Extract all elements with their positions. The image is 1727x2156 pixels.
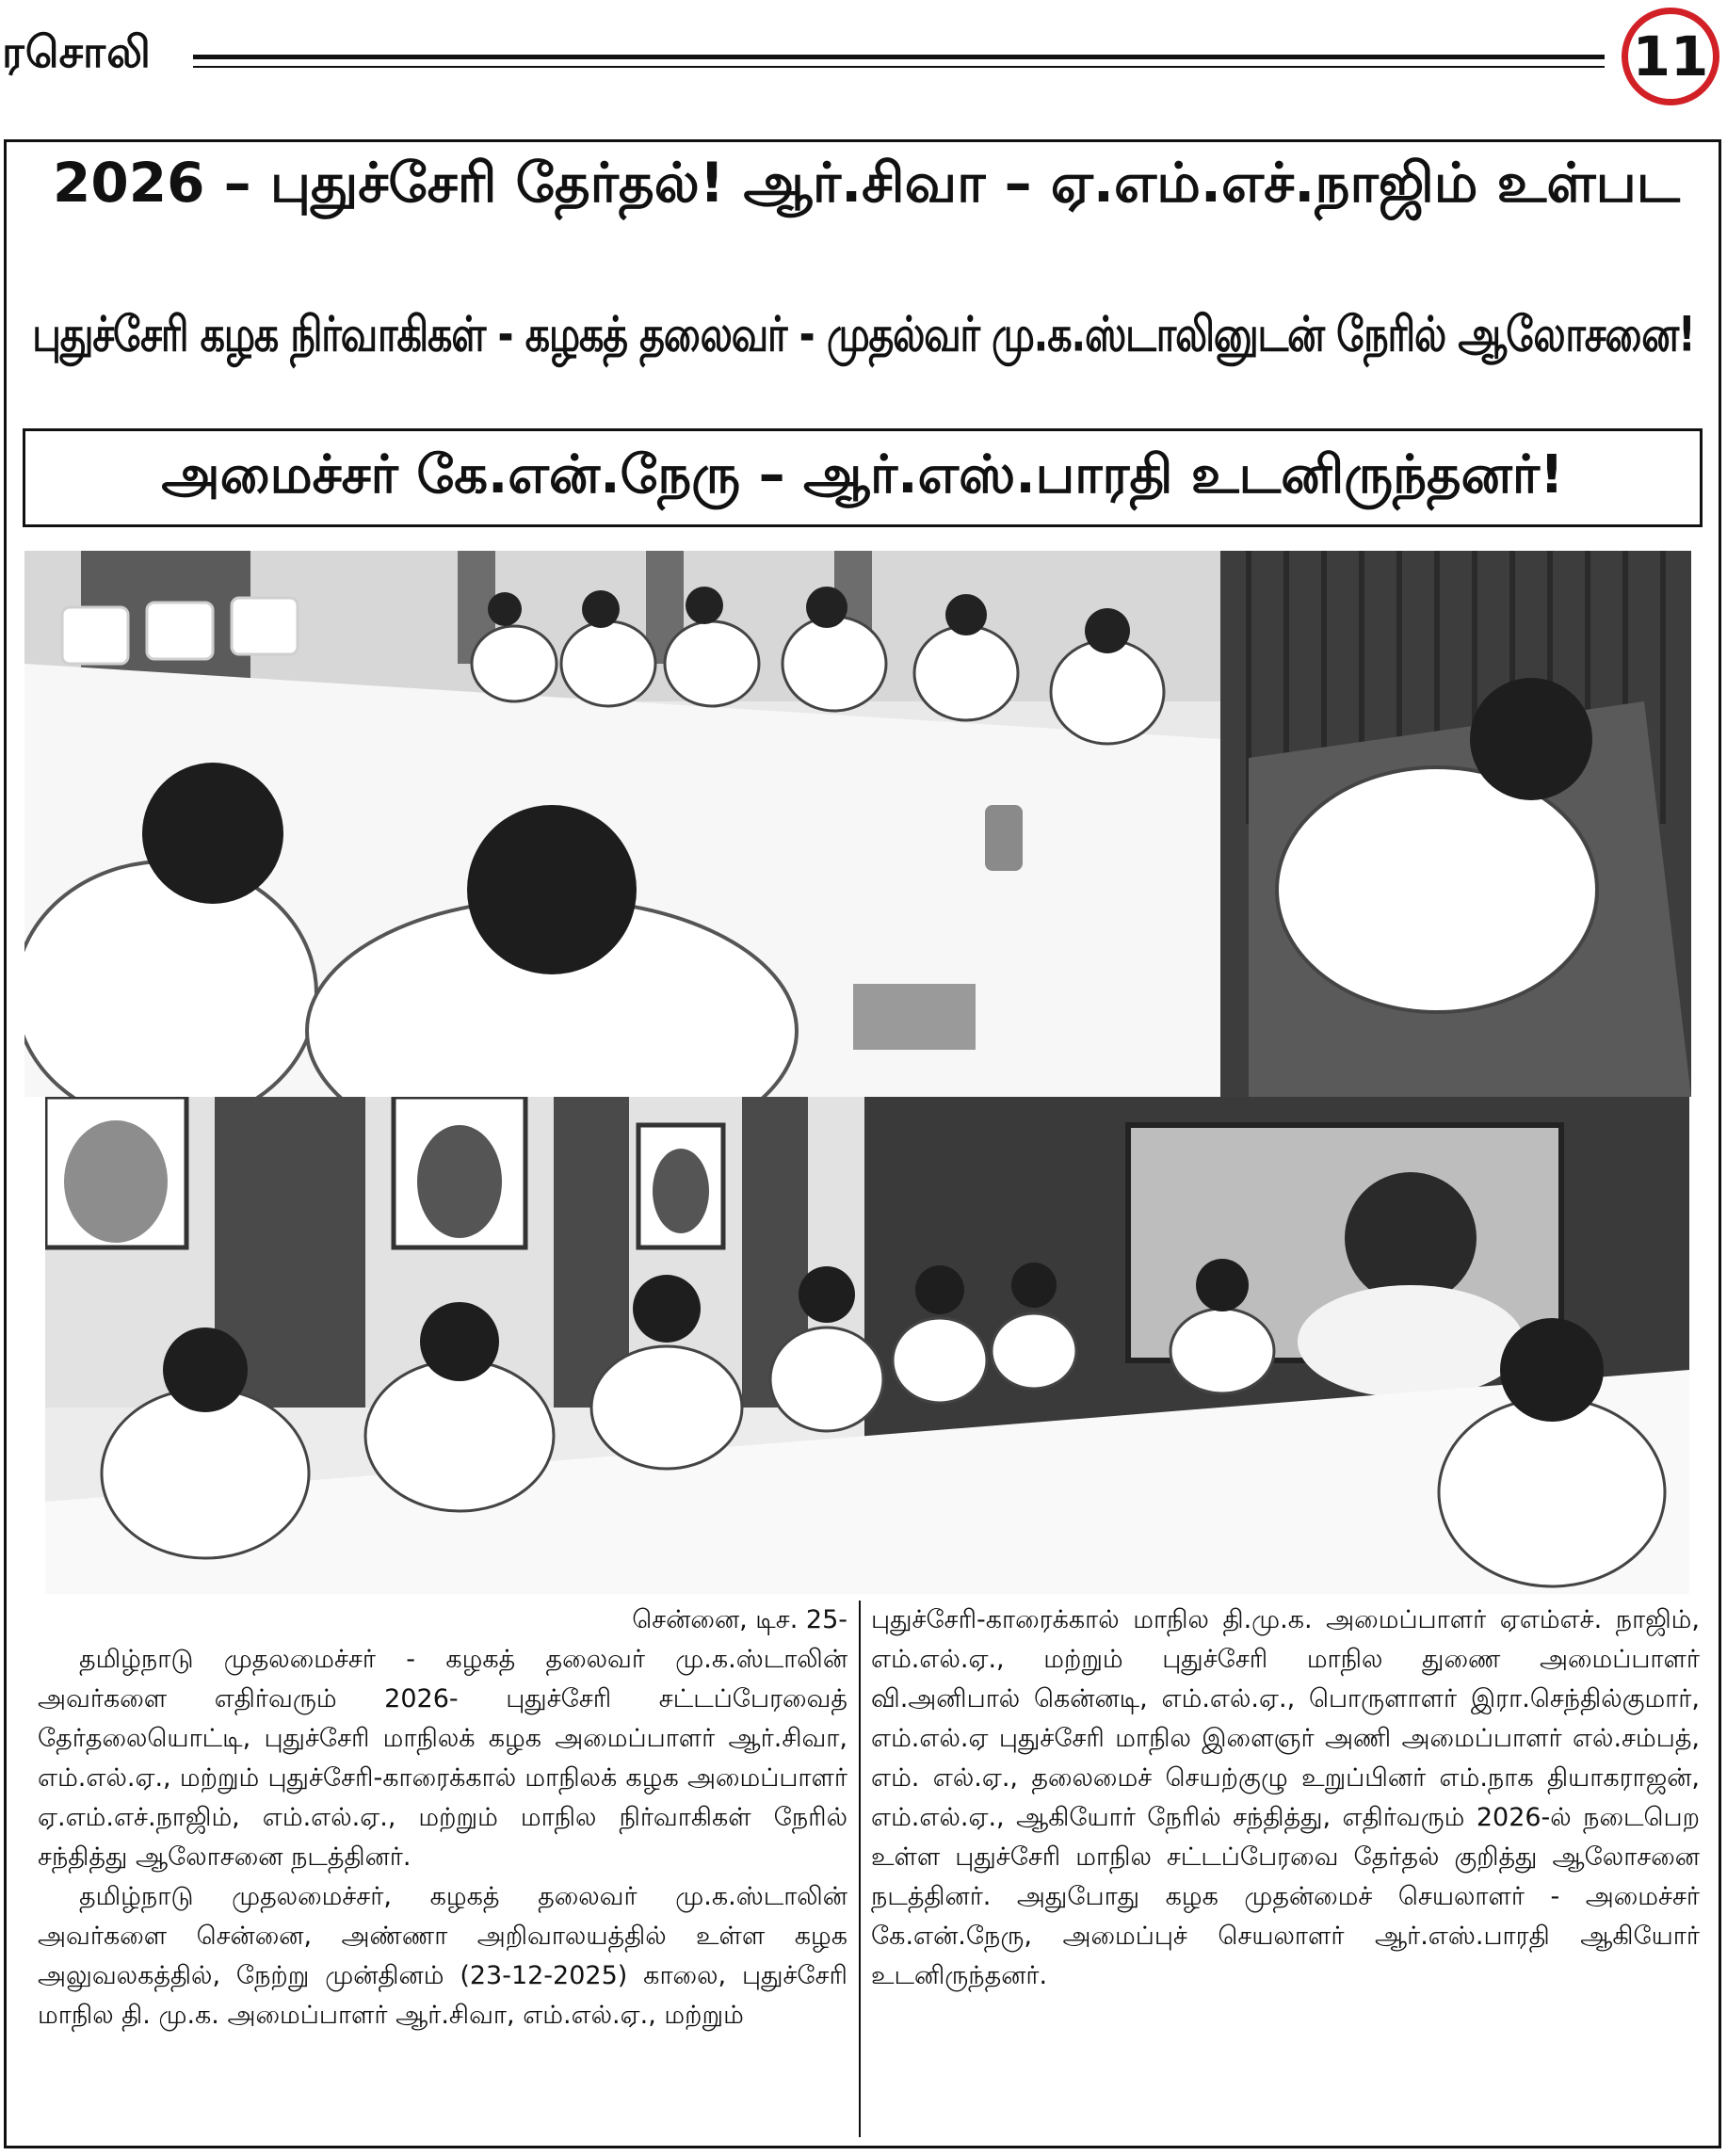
article-column-right (871, 1601, 1700, 1996)
article-paragraph: தமிழ்நாடு முதலமைச்சர், கழகத் தலைவர் மு.க.ஸ்டாலின் அவர்களை சென்னை, அண்ணா அறிவாலயத்தில் உள்ள கழக அலுவலகத்தில், நேற்று முன்தினம் (23-12-2025) காலை, புதுச்சேரி மாநில தி. மு.க. அமைப்பாளர் ஆர்.சிவா, எம்.எல்.ஏ., மற்றும் (38, 1882, 847, 2030)
article-paragraph: புதுச்சேரி-காரைக்கால் மாநில தி.மு.க. அமைப்பாளர் ஏஎம்எச். நாஜிம், எம்.எல்.ஏ., மற்றும் புதுச்சேரி மாநில துணை அமைப்பாளர் வி.அனிபால் கென்னடி, எம்.எல்.ஏ., பொருளாளர் இரா.செந்தில்குமார், எம்.எல்.ஏ புதுச்சேரி மாநில இளைஞர் அணி அமைப்பாளர் எல்.சம்பத், எம். எல்.ஏ., தலைமைச் செயற்குழு உறுப்பினர் எம்.நாக தியாகராஜன், எம்.எல்.ஏ., ஆகியோர் நேரில் சந்தித்து, எதிர்வரும் 2026-ல் நடைபெற உள்ள புதுச்சேரி மாநில சட்டப்பேரவை தேர்தல் குறித்து ஆலோசனை நடத்தினர். அதுபோது கழக முதன்மைச் செயலாளர் - அமைச்சர் கே.என்.நேரு, அமைப்புச் செயலாளர் ஆர்.எஸ்.பாரதி ஆகியோர் உடனிருந்தனர். (871, 1605, 1700, 1990)
article-column-left (38, 1601, 847, 2035)
meeting-photo-top (24, 551, 1691, 1097)
publication-name: ரசொலி (2, 26, 152, 77)
article-paragraph: தமிழ்நாடு முதலமைச்சர் - கழகத் தலைவர் மு.க.ஸ்டாலின் அவர்களை எதிர்வரும் 2026- புதுச்சேரி சட்டப்பேரவைத் தேர்தலையொட்டி, புதுச்சேரி மாநிலக் கழக அமைப்பாளர் ஆர்.சிவா, எம்.எல்.ஏ., மற்றும் புதுச்சேரி-காரைக்கால் மாநிலக் கழக அமைப்பாளர் ஏ.எம்.எச்.நாஜிம், எம்.எல்.ஏ., மற்றும் மாநில நிர்வாகிகள் நேரில் சந்தித்து ஆலோசனை நடத்தினர். (38, 1645, 847, 1872)
page-header (0, 0, 1727, 132)
dateline: சென்னை, டிச. 25- (632, 1605, 847, 1634)
page-number-badge: 11 (1622, 8, 1719, 105)
headline-main: புதுச்சேரி கழக நிர்வாகிகள் - கழகத் தலைவர் - முதல்வர் மு.க.ஸ்டாலினுடன் நேரில் ஆலோசனை! (32, 306, 1695, 362)
meeting-photo-bottom (45, 1097, 1689, 1594)
column-divider (859, 1601, 861, 2137)
headline-kicker: 2026 – புதுச்சேரி தேர்தல்! ஆர்.சிவா – ஏ.எம்.எச்.நாஜிம் உள்பட (53, 151, 1680, 215)
header-rule-thick (193, 55, 1605, 59)
header-rule-thin (193, 66, 1605, 68)
subheadline-box: அமைச்சர் கே.என்.நேரு – ஆர்.எஸ்.பாரதி உடனிருந்தனர்! (23, 428, 1703, 527)
